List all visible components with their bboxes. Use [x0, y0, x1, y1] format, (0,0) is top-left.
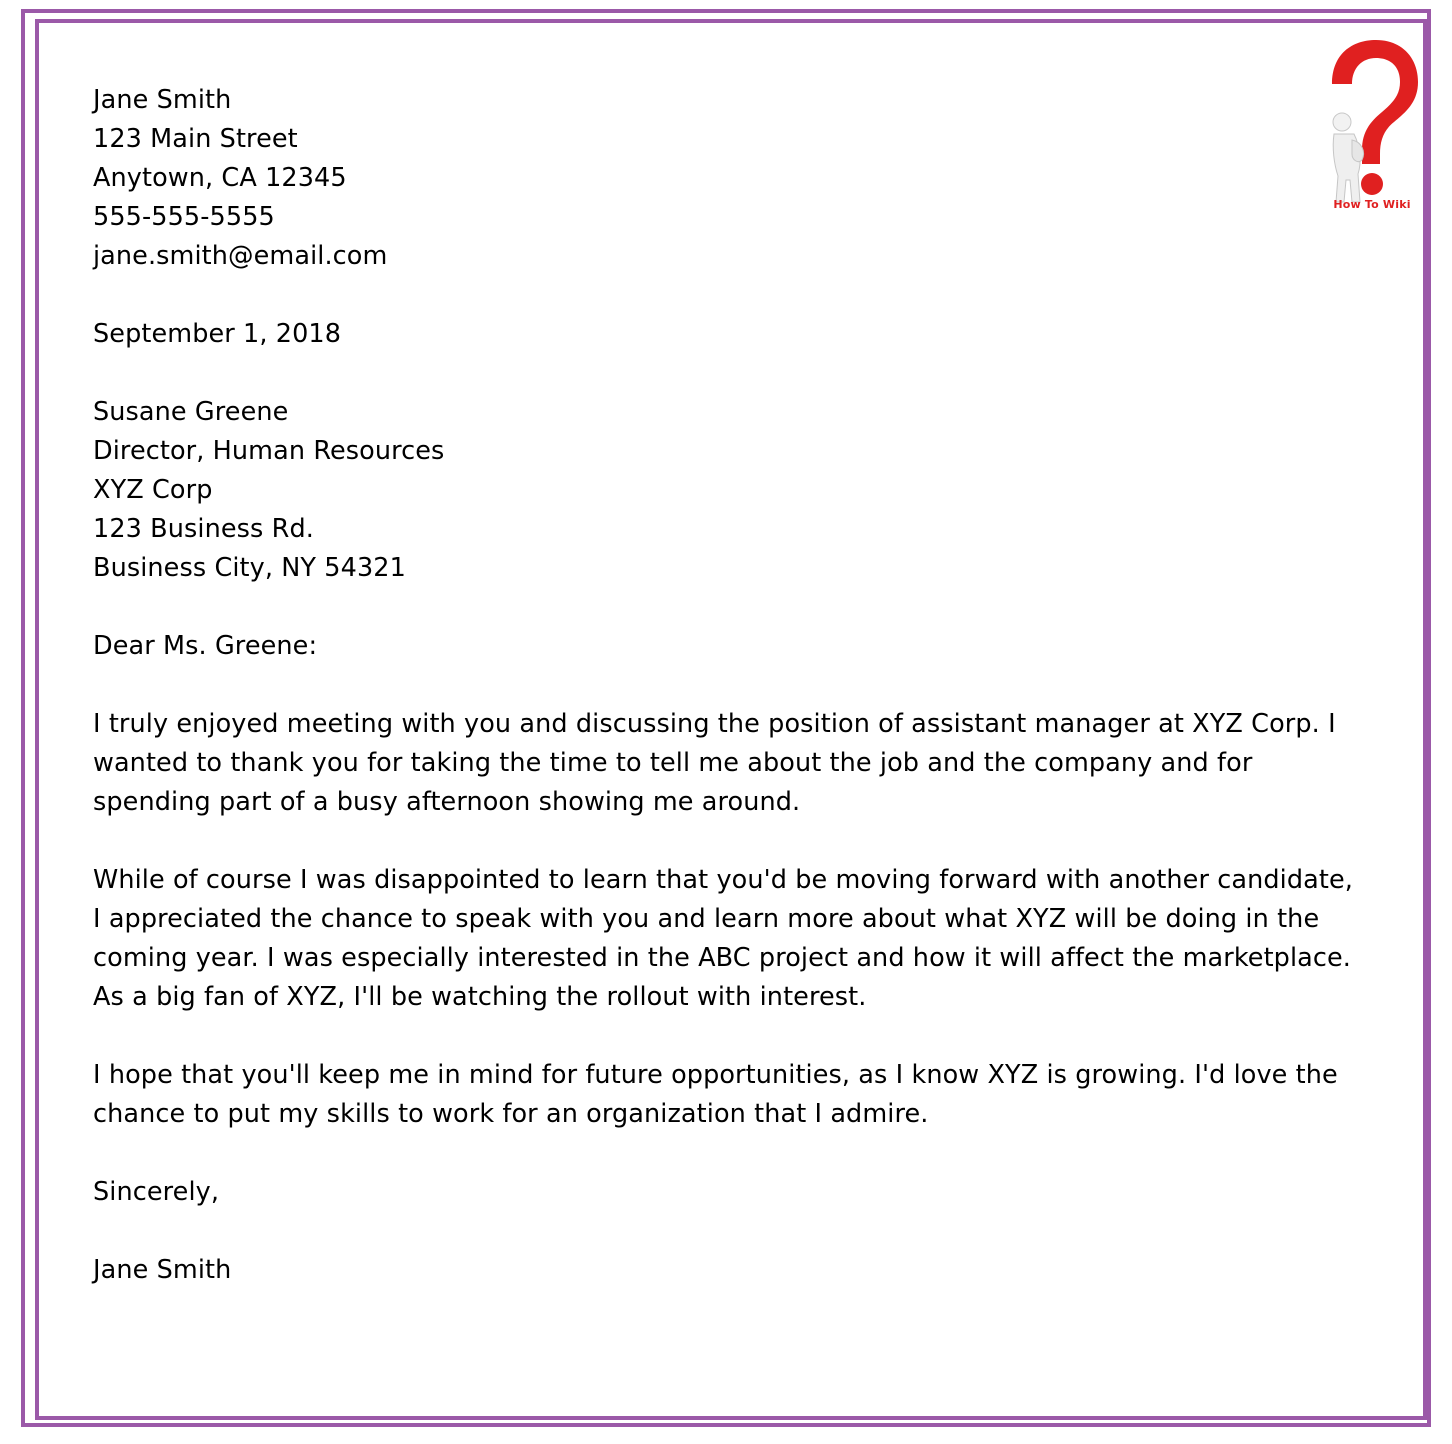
- paragraph-line: I appreciated the chance to speak with you and learn more about what XYZ will be doing in the: [93, 904, 1320, 934]
- recipient-street: 123 Business Rd.: [93, 514, 314, 544]
- signature: Jane Smith: [93, 1255, 232, 1285]
- spacer: [93, 1212, 1383, 1251]
- spacer: [93, 822, 1383, 861]
- sender-street: 123 Main Street: [93, 124, 298, 154]
- paragraph-1: [93, 705, 1383, 822]
- spacer: [93, 1134, 1383, 1173]
- recipient-name: Susane Greene: [93, 397, 289, 427]
- spacer: [93, 1017, 1383, 1056]
- spacer: [93, 666, 1383, 705]
- sender-email: jane.smith@email.com: [93, 241, 388, 271]
- paragraph-line: I hope that you'll keep me in mind for future opportunities, as I know XYZ is growing. I'd love the: [93, 1060, 1338, 1090]
- recipient-city: Business City, NY 54321: [93, 553, 406, 583]
- sender-block: [93, 81, 1383, 276]
- letter-date: September 1, 2018: [93, 319, 342, 349]
- logo-caption: How To Wiki: [1333, 198, 1411, 211]
- sender-name: Jane Smith: [93, 85, 232, 115]
- recipient-title: Director, Human Resources: [93, 436, 445, 466]
- spacer: [93, 276, 1383, 315]
- closing: Sincerely,: [93, 1177, 220, 1207]
- sender-phone: 555-555-5555: [93, 202, 275, 232]
- sender-city: Anytown, CA 12345: [93, 163, 347, 193]
- recipient-block: [93, 393, 1383, 588]
- salutation: Dear Ms. Greene:: [93, 631, 318, 661]
- paragraph-line: As a big fan of XYZ, I'll be watching the rollout with interest.: [93, 982, 867, 1012]
- spacer: [93, 588, 1383, 627]
- question-mark-figure-icon: [1322, 36, 1422, 218]
- paragraph-line: spending part of a busy afternoon showing me around.: [93, 787, 801, 817]
- paragraph-line: chance to put my skills to work for an organization that I admire.: [93, 1099, 929, 1129]
- paragraph-2: [93, 861, 1383, 1017]
- letter-body: [93, 81, 1383, 1290]
- paragraph-3: [93, 1056, 1383, 1134]
- recipient-company: XYZ Corp: [93, 475, 213, 505]
- paragraph-line: While of course I was disappointed to learn that you'd be moving forward with another candidate,: [93, 865, 1353, 895]
- paragraph-line: I truly enjoyed meeting with you and discussing the position of assistant manager at XYZ Corp. I: [93, 709, 1336, 739]
- paragraph-line: coming year. I was especially interested in the ABC project and how it will affect the marketplace.: [93, 943, 1351, 973]
- paragraph-line: wanted to thank you for taking the time to tell me about the job and the company and for: [93, 748, 1253, 778]
- spacer: [93, 354, 1383, 393]
